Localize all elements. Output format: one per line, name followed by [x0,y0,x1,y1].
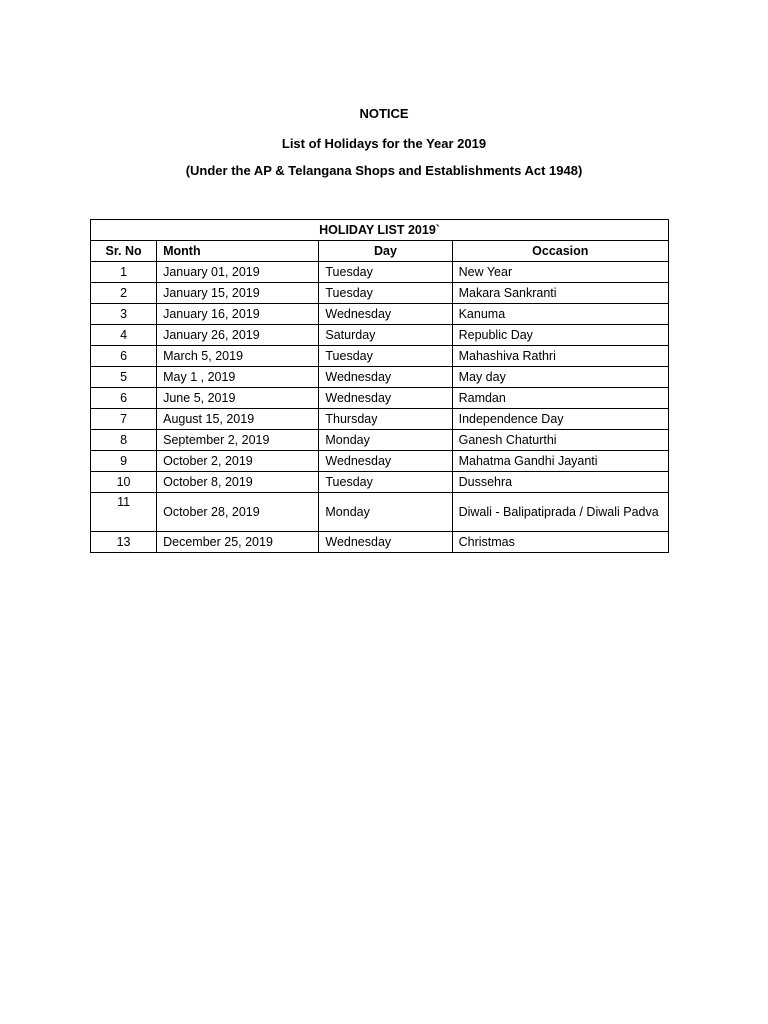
cell-month: January 01, 2019 [157,262,319,283]
table-row [91,283,669,304]
cell-sr-no: 6 [91,388,157,409]
table-row [91,493,669,532]
table-title-row [91,220,669,241]
cell-month: January 16, 2019 [157,304,319,325]
cell-occasion: Ganesh Chaturthi [452,430,668,451]
cell-day: Wednesday [319,367,452,388]
cell-month: September 2, 2019 [157,430,319,451]
cell-sr-no: 6 [91,346,157,367]
header-day: Day [319,241,452,262]
cell-sr-no: 4 [91,325,157,346]
act-reference: (Under the AP & Telangana Shops and Establishments Act 1948) [185,163,583,178]
cell-occasion: Dussehra [452,472,668,493]
cell-occasion: May day [452,367,668,388]
cell-day: Tuesday [319,283,452,304]
cell-sr-no: 13 [91,532,157,553]
cell-sr-no: 8 [91,430,157,451]
cell-month: October 28, 2019 [157,493,319,532]
cell-day: Tuesday [319,262,452,283]
cell-month: October 8, 2019 [157,472,319,493]
cell-occasion: Independence Day [452,409,668,430]
table-row [91,367,669,388]
table-row [91,325,669,346]
table-row [91,262,669,283]
cell-sr-no: 9 [91,451,157,472]
cell-occasion: Kanuma [452,304,668,325]
header-month: Month [157,241,319,262]
cell-day: Wednesday [319,532,452,553]
table-row [91,472,669,493]
cell-occasion: Diwali - Balipatiprada / Diwali Padva [452,493,668,532]
cell-day: Monday [319,493,452,532]
cell-sr-no: 7 [91,409,157,430]
cell-day: Tuesday [319,346,452,367]
cell-month: October 2, 2019 [157,451,319,472]
cell-day: Wednesday [319,304,452,325]
holiday-table [90,219,669,553]
cell-day: Wednesday [319,451,452,472]
table-row [91,409,669,430]
cell-month: January 15, 2019 [157,283,319,304]
table-title: HOLIDAY LIST 2019` [91,220,669,241]
cell-month: June 5, 2019 [157,388,319,409]
cell-occasion: Mahashiva Rathri [452,346,668,367]
cell-day: Tuesday [319,472,452,493]
table-body [91,262,669,553]
table-row [91,346,669,367]
table-header-row [91,241,669,262]
cell-sr-no: 11 [91,493,157,532]
holiday-list-subtitle: List of Holidays for the Year 2019 [281,136,487,151]
table-row [91,430,669,451]
header-sr-no: Sr. No [91,241,157,262]
table-row [91,388,669,409]
table-row [91,451,669,472]
cell-sr-no: 3 [91,304,157,325]
cell-occasion: New Year [452,262,668,283]
cell-day: Monday [319,430,452,451]
cell-month: May 1 , 2019 [157,367,319,388]
header-occasion: Occasion [452,241,668,262]
cell-occasion: Mahatma Gandhi Jayanti [452,451,668,472]
cell-sr-no: 2 [91,283,157,304]
cell-day: Thursday [319,409,452,430]
table-row [91,304,669,325]
notice-heading: NOTICE [359,106,409,121]
cell-sr-no: 10 [91,472,157,493]
cell-month: March 5, 2019 [157,346,319,367]
cell-day: Saturday [319,325,452,346]
cell-occasion: Ramdan [452,388,668,409]
table-row [91,532,669,553]
cell-occasion: Christmas [452,532,668,553]
cell-day: Wednesday [319,388,452,409]
cell-month: August 15, 2019 [157,409,319,430]
cell-month: December 25, 2019 [157,532,319,553]
cell-occasion: Republic Day [452,325,668,346]
cell-month: January 26, 2019 [157,325,319,346]
cell-occasion: Makara Sankranti [452,283,668,304]
cell-sr-no: 5 [91,367,157,388]
cell-sr-no: 1 [91,262,157,283]
